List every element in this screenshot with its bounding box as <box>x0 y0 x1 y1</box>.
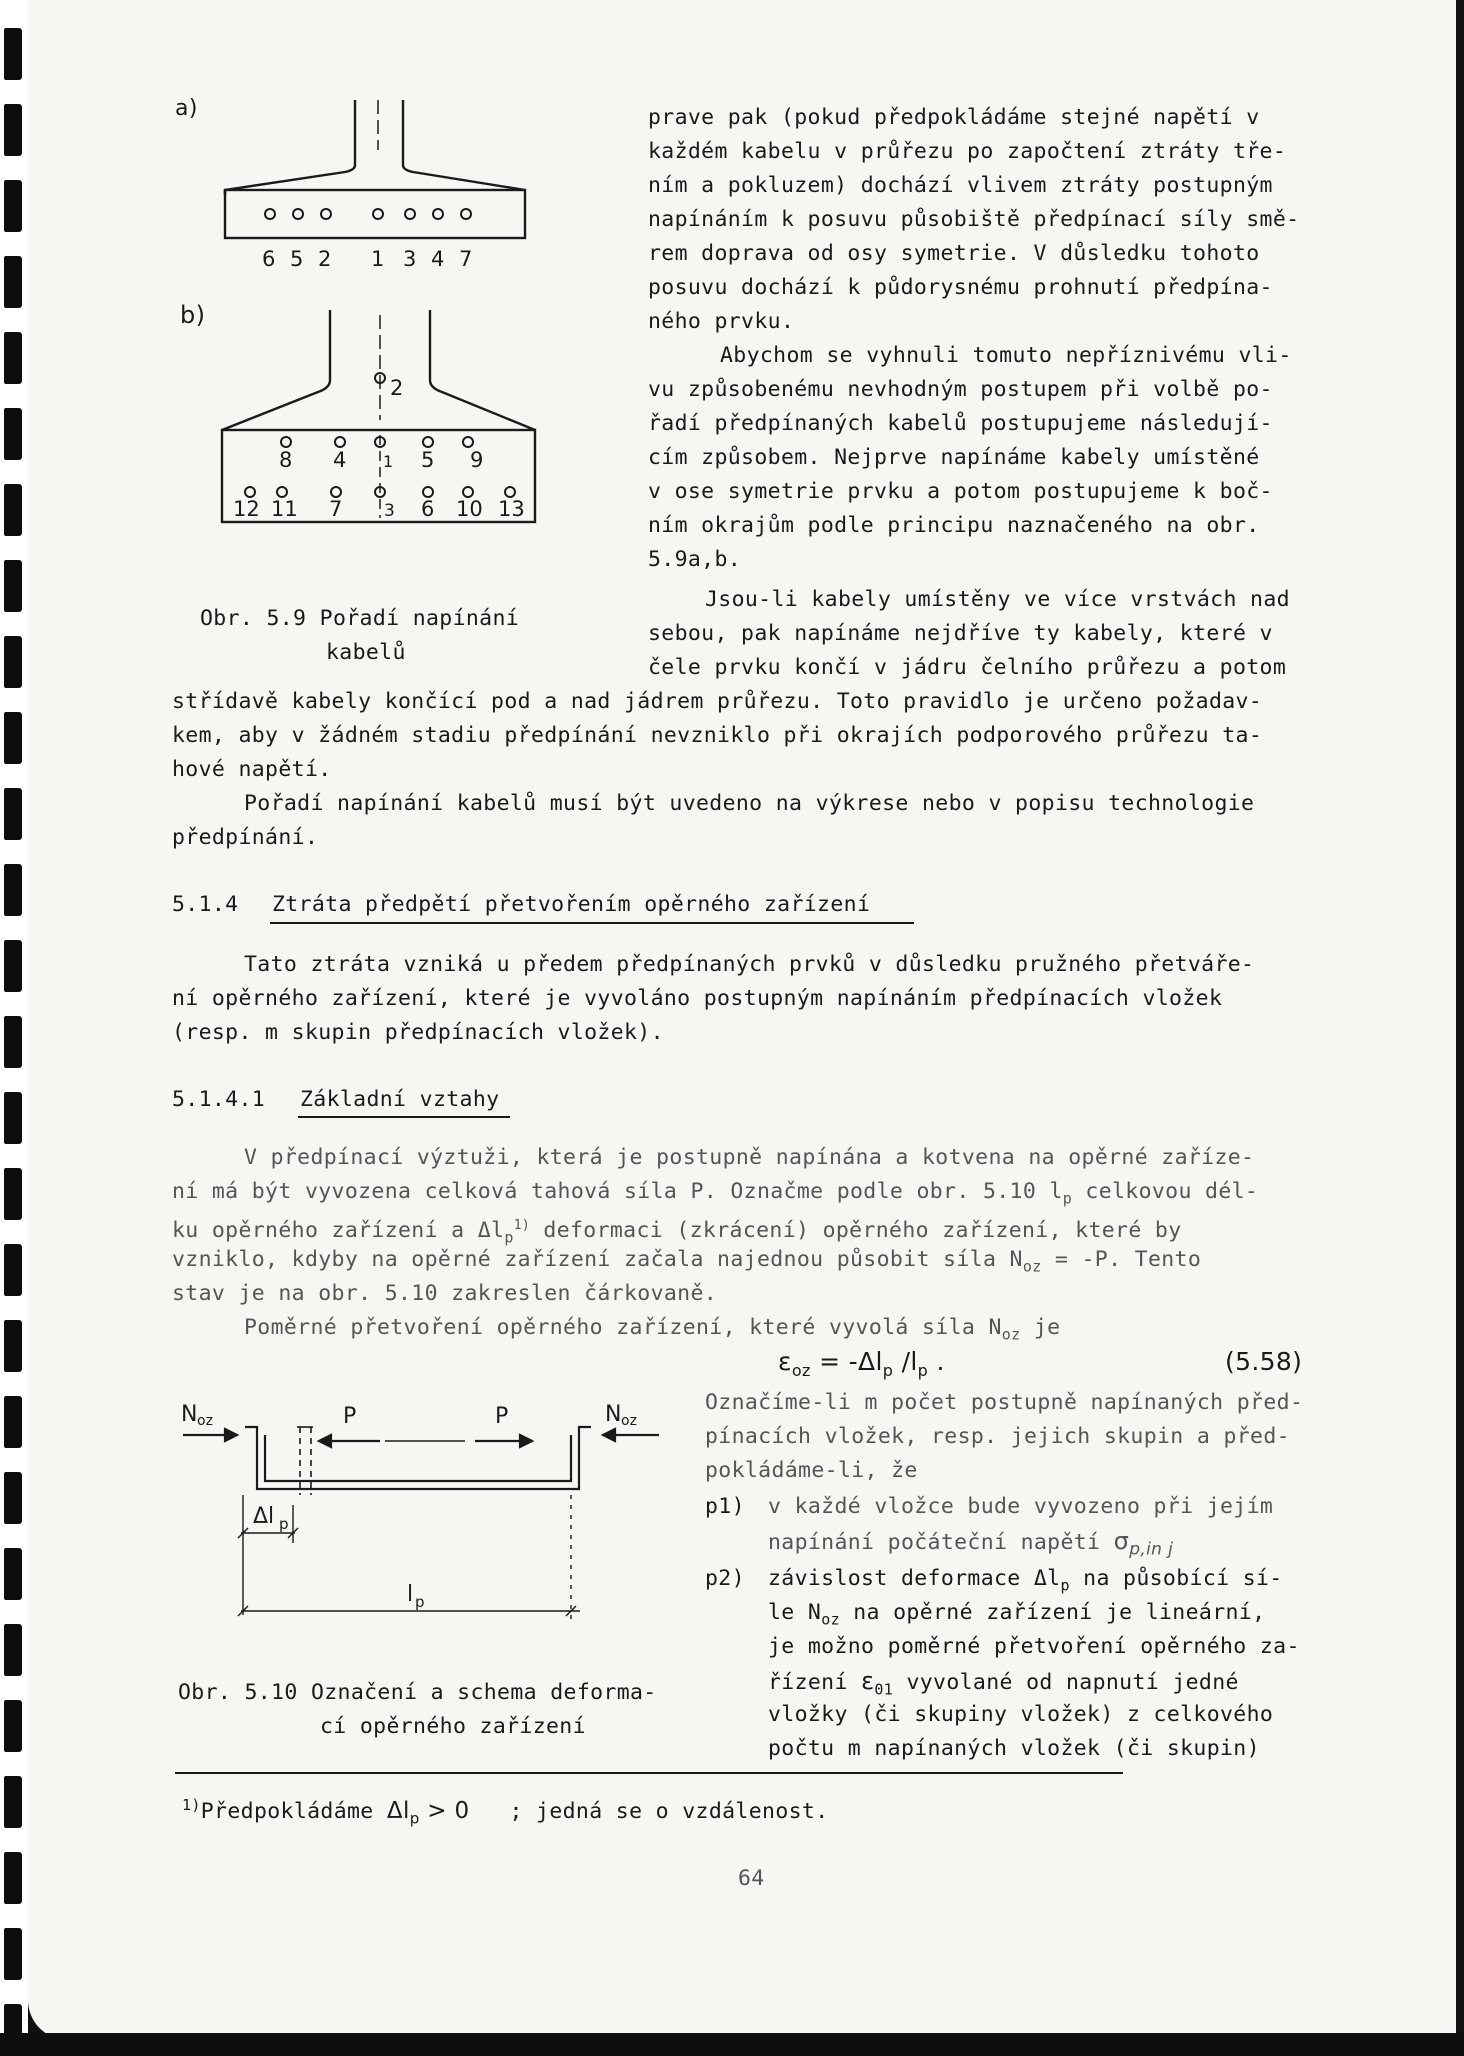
section-number: 5.1.4.1 <box>172 1087 266 1112</box>
binding-ring <box>4 104 22 156</box>
text-line: čele prvku končí v jádru čelního průřezu a potom <box>648 655 1287 680</box>
fig59-a-num: 6 <box>262 247 276 271</box>
binding-ring <box>4 484 22 536</box>
math-part: Δl <box>386 1798 410 1825</box>
binding-ring <box>4 1624 22 1676</box>
binding-ring <box>4 1092 22 1144</box>
text-line: ného prvku. <box>648 309 795 334</box>
binding-ring <box>4 408 22 460</box>
binding-ring <box>4 1472 22 1524</box>
p-left-label: P <box>343 1404 357 1429</box>
subscript: oz <box>791 1361 811 1380</box>
dl-label: Δl <box>253 1504 275 1529</box>
binding-ring <box>4 1852 22 1904</box>
fig510-caption-line1: Obr. 5.10 Označení a schema deforma- <box>178 1680 657 1705</box>
binding-ring <box>4 1168 22 1220</box>
subscript: p <box>1060 1576 1070 1595</box>
fig510-caption-line2: cí opěrného zařízení <box>320 1714 586 1739</box>
text-line: vu způsobenému nevhodným postupem při volbě po- <box>648 377 1273 402</box>
text-segment: = -P. Tento <box>1054 1247 1202 1272</box>
fig59-a-num: 7 <box>459 247 473 271</box>
text-segment: Poměrné přetvoření opěrného zařízení, které vyvolá síla N <box>244 1315 1002 1340</box>
fig59-b-mid-num: 5 <box>421 448 435 472</box>
fig59-b-mid-num: 9 <box>470 448 484 472</box>
section-title-underline <box>270 922 914 924</box>
fig59-a-num: 2 <box>318 247 332 271</box>
section-title: Ztráta předpětí přetvořením opěrného zařízení <box>272 892 871 917</box>
equation-part: . <box>936 1347 945 1376</box>
binding-ring <box>4 1928 22 1980</box>
text-segment: ; jedná se o vzdálenost. <box>509 1799 829 1825</box>
section-title-underline <box>298 1116 510 1118</box>
text-segment: napínání počáteční napětí <box>768 1530 1101 1555</box>
text-line: sebou, pak napínáme nejdříve ty kabely, které v <box>648 621 1273 646</box>
footnote-ref: 1) <box>513 1218 531 1233</box>
binding-ring <box>4 1776 22 1828</box>
fig59-a-num: 5 <box>290 247 304 271</box>
fig59-caption-line2: kabelů <box>326 640 406 665</box>
text-line: posuvu dochází k půdorysnému prohnutí předpína- <box>648 275 1273 300</box>
text-segment: deformaci (zkrácení) opěrného zařízení, které by <box>543 1218 1182 1244</box>
text-segment: vzniklo, kdyby na opěrné zařízení začala najednou působit síla N <box>172 1247 1023 1272</box>
subscript: p <box>882 1361 894 1380</box>
text-line: je možno poměrné přetvoření opěrného za- <box>768 1634 1300 1659</box>
text-line: prave pak (pokud předpokládáme stejné napětí v <box>648 105 1260 130</box>
text-segment: celkovou dél- <box>1085 1179 1259 1204</box>
equation-part: = -Δl <box>819 1347 883 1376</box>
subscript: p <box>1062 1189 1073 1208</box>
fig59-label-b: b) <box>180 301 206 329</box>
fig59-b-upper-num: 2 <box>390 376 404 400</box>
text-line: stav je na obr. 5.10 zakreslen čárkovaně. <box>172 1281 718 1306</box>
lp-label: l <box>407 1582 414 1607</box>
text-line: řadí předpínaných kabelů postupujeme následují- <box>648 411 1273 436</box>
text-line: pokládáme-li, že <box>705 1458 918 1483</box>
equation-part: /l <box>901 1347 918 1376</box>
fig59-b-low-num: 3 <box>384 501 395 521</box>
binding-ring <box>4 256 22 308</box>
text-segment: Předpokládáme <box>200 1799 374 1825</box>
text-line: v ose symetrie prvku a potom postupujeme k boč- <box>648 479 1273 504</box>
binding-ring <box>4 1320 22 1372</box>
binding-ring <box>4 560 22 612</box>
text-line: pínacích vložek, resp. jejich skupin a před- <box>705 1424 1290 1449</box>
fig59-b-mid-num: 8 <box>279 448 293 472</box>
binding-ring <box>4 28 22 80</box>
text-segment: na působící sí- <box>1083 1566 1283 1591</box>
fig59-b-mid-num: 1 <box>383 452 394 471</box>
text-segment: le N <box>768 1600 822 1625</box>
binding-ring <box>4 1548 22 1600</box>
text-line: Pořadí napínání kabelů musí být uvedeno na výkrese nebo v popisu technologie <box>244 791 1255 816</box>
section-number: 5.1.4 <box>172 892 239 917</box>
text-line: Tato ztráta vzniká u předem předpínaných prvků v důsledku pružného přetváře- <box>244 952 1255 977</box>
subscript: oz <box>1001 1325 1021 1344</box>
text-segment: řízení <box>768 1670 848 1695</box>
text-line <box>768 1524 1173 1566</box>
page-number: 64 <box>738 1866 765 1891</box>
p-right-label: P <box>495 1404 509 1429</box>
scan-bottom-edge <box>0 2033 1464 2055</box>
figure-5-9 <box>170 90 570 540</box>
text-line: každém kabelu v průřezu po započtení ztráty tře- <box>648 139 1287 164</box>
text-segment: závislost deformace Δl <box>768 1566 1061 1591</box>
epsilon-symbol: ε <box>861 1667 875 1695</box>
text-line: ním a pokluzem) dochází vlivem ztráty postupným <box>648 173 1273 198</box>
binding-ring <box>4 1396 22 1448</box>
subscript: p,in j <box>1129 1539 1174 1560</box>
text-line: ní opěrného zařízení, které je vyvoláno postupným napínáním předpínacích vložek <box>172 986 1223 1011</box>
text-line: vložky (či skupiny vložek) z celkového <box>768 1702 1274 1727</box>
subscript: p <box>279 1515 289 1533</box>
subscript: 01 <box>874 1680 894 1699</box>
fig59-caption-line1: Obr. 5.9 Pořadí napínání <box>200 606 520 631</box>
noz-right-label: N <box>605 1402 622 1427</box>
text-line: ním okrajům podle principu naznačeného na obr. <box>648 513 1260 538</box>
fig59-b-low-num: 12 <box>233 497 260 521</box>
text-line: napínáním k posuvu působiště předpínací síly smě- <box>648 207 1300 232</box>
condition-label: p2) <box>705 1566 745 1591</box>
text-line: předpínání. <box>172 825 319 850</box>
section-title: Základní vztahy <box>300 1087 500 1112</box>
text-segment: vyvolané od napnutí jedné <box>906 1670 1239 1695</box>
binding-ring <box>4 636 22 688</box>
text-line: Jsou-li kabely umístěny ve více vrstvách nad <box>705 587 1290 612</box>
text-line: v každé vložce bude vyvozeno při jejím <box>768 1494 1274 1519</box>
subscript: p <box>504 1228 514 1247</box>
subscript: oz <box>197 1413 213 1429</box>
subscript: oz <box>621 1413 637 1429</box>
subscript: p <box>917 1361 929 1380</box>
noz-left-label: N <box>181 1402 198 1427</box>
binding-ring <box>4 1700 22 1752</box>
equation-number: (5.58) <box>1225 1347 1303 1376</box>
fig59-b-low-num: 11 <box>271 497 298 521</box>
text-line: Označíme-li m počet postupně napínaných před- <box>705 1390 1304 1415</box>
binding-ring <box>4 1244 22 1296</box>
binding-ring <box>4 940 22 992</box>
text-segment: je <box>1033 1315 1061 1340</box>
fig59-b-low-num: 7 <box>329 497 343 521</box>
text-line: kem, aby v žádném stadiu předpínání nevzniklo při okrajích podporového průřezu ta- <box>172 723 1263 748</box>
text-line: počtu m napínaných vložek (či skupin) <box>768 1736 1260 1761</box>
binding-ring <box>4 332 22 384</box>
text-segment: ní má být vyvozena celková tahová síla P. Označme podle obr. 5.10 l <box>172 1179 1063 1204</box>
fig59-a-num: 3 <box>403 247 417 271</box>
condition-label: p1) <box>705 1494 745 1519</box>
text-segment: na opěrné zařízení je lineární, <box>853 1600 1266 1625</box>
text-line: 5.9a,b. <box>648 547 742 572</box>
subscript: oz <box>821 1610 840 1629</box>
text-line: (resp. m skupin předpínacích vložek). <box>172 1020 664 1045</box>
text-line: cím způsobem. Nejprve napínáme kabely umístěné <box>648 445 1260 470</box>
text-line: rem doprava od osy symetrie. V důsledku tohoto <box>648 241 1260 266</box>
fig59-a-num: 4 <box>431 247 445 271</box>
text-line: Abychom se vyhnuli tomuto nepříznivému vli- <box>720 343 1292 368</box>
fig59-b-low-num: 13 <box>498 497 525 521</box>
fig59-label-a: a) <box>175 96 198 121</box>
fig59-a-num: 1 <box>371 247 385 271</box>
spiral-binding <box>0 0 28 2055</box>
text-line: střídavě kabely končící pod a nad jádrem průřezu. Toto pravidlo je určeno požadav- <box>172 689 1263 714</box>
binding-ring <box>4 712 22 764</box>
binding-ring <box>4 1016 22 1068</box>
text-line: hové napětí. <box>172 757 332 782</box>
figure-5-10 <box>175 1395 675 1655</box>
binding-ring <box>4 788 22 840</box>
binding-ring <box>4 864 22 916</box>
subscript: oz <box>1022 1257 1042 1276</box>
eps-symbol: ε <box>778 1347 792 1376</box>
equation-5-58 <box>778 1345 945 1388</box>
fig59-b-low-num: 6 <box>421 497 435 521</box>
fig59-b-low-num: 10 <box>456 497 483 521</box>
fig59-b-mid-num: 4 <box>333 448 347 472</box>
sigma-symbol: σ <box>1113 1527 1130 1555</box>
subscript: p <box>415 1593 425 1611</box>
math-part: > 0 <box>427 1798 470 1825</box>
text-line: V předpínací výztuži, která je postupně napínána a kotvena na opěrné zaříze- <box>244 1145 1255 1170</box>
binding-ring <box>4 180 22 232</box>
footnote-rule <box>175 1772 1123 1774</box>
text-segment: ku opěrného zařízení a Δl <box>172 1218 505 1244</box>
footnote-math <box>386 1798 470 1828</box>
subscript: p <box>409 1809 420 1828</box>
footnote <box>182 1788 829 1836</box>
footnote-mark: 1) <box>182 1796 201 1814</box>
